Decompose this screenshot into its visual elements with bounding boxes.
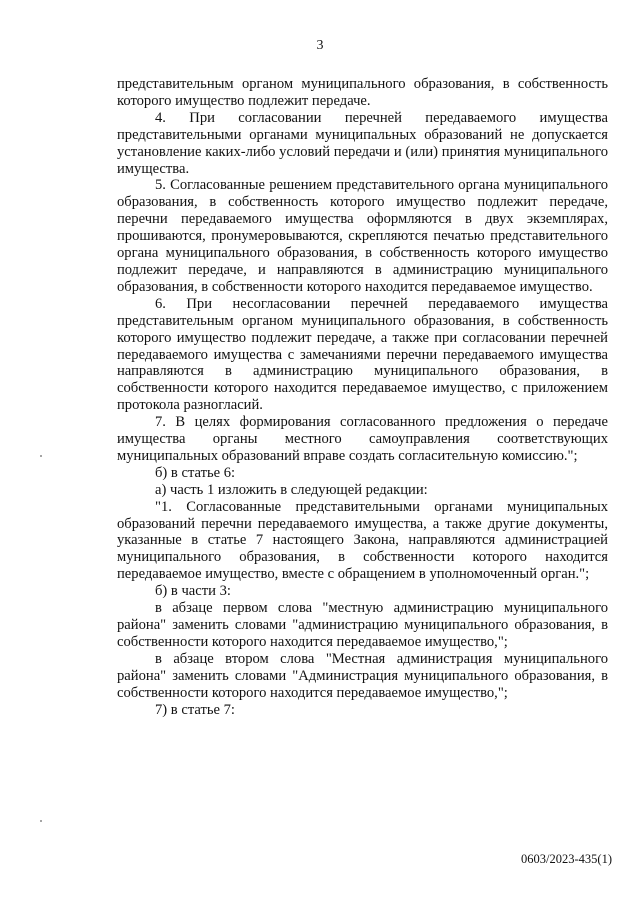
paragraph-item-7: 7. В целях формирования согласованного предложения о передаче имущества органы местного самоуправления соответствующих муниципальных образований вправе создать согласительную комиссию.";	[117, 414, 608, 464]
paragraph-item-4: 4. При согласовании перечней передаваемого имущества представительными органами муниципальных образований не допускается установление каких-либо условий передачи и (или) принятия муниципального имущества.	[117, 109, 608, 177]
paragraph-item-5: 5. Согласованные решением представительного органа муниципального образования, в собственность которого имущество подлежит передаче, перечни передаваемого имущества оформляются в двух экземплярах, прошиваются, пронумеровываются, скрепляются печатью представительного органа муниципального образования, в собственность которого имущество подлежит передаче, и направляются в администрацию муниципального образования, в собственности которого находится передаваемое имущество.	[117, 177, 608, 295]
paragraph-part-1-heading: а) часть 1 изложить в следующей редакции:	[155, 481, 428, 498]
paragraph-continuation: представительным органом муниципального образования, в собственность которого имущество подлежит передаче.	[117, 76, 608, 109]
document-body	[117, 76, 608, 718]
document-code: 0603/2023-435(1)	[521, 852, 612, 866]
paragraph-item-6: 6. При несогласовании перечней передаваемого имущества представительным органом муниципального образования, в собственность которого имущество подлежит передаче, а также при согласовании перечней передаваемого имущества с замечаниями перечни передаваемого имущества направляются в администрацию муниципального образования, в собственности которого находится передаваемое имущество, с приложением протокола разногласий.	[117, 295, 608, 414]
paragraph-part-3-heading: б) в части 3:	[155, 583, 231, 600]
scan-speck	[40, 820, 42, 822]
paragraph-part-1-text: "1. Согласованные представительными органами муниципальных образований перечни передаваемого имущества, а также другие документы, указанные в статье 7 настоящего Закона, направляются администрацией муниципального образования, в собственности которого находится передаваемое имущество, вместе с обращением в уполномоченный орган.";	[117, 498, 608, 583]
page-number: 3	[316, 38, 324, 53]
paragraph-article-7: 7) в статье 7:	[155, 701, 235, 718]
paragraph-article-6: б) в статье 6:	[155, 464, 236, 481]
paragraph-part-3-first: в абзаце первом слова "местную администрацию муниципального района" заменить словами "администрацию муниципального образования, в собственности которого находится передаваемое имущество,";	[117, 600, 608, 650]
scan-speck	[40, 455, 42, 457]
paragraph-part-3-second: в абзаце втором слова "Местная администрация муниципального района" заменить словами "Администрация муниципального образования, в собственности которого находится передаваемое имущество,";	[117, 650, 608, 701]
